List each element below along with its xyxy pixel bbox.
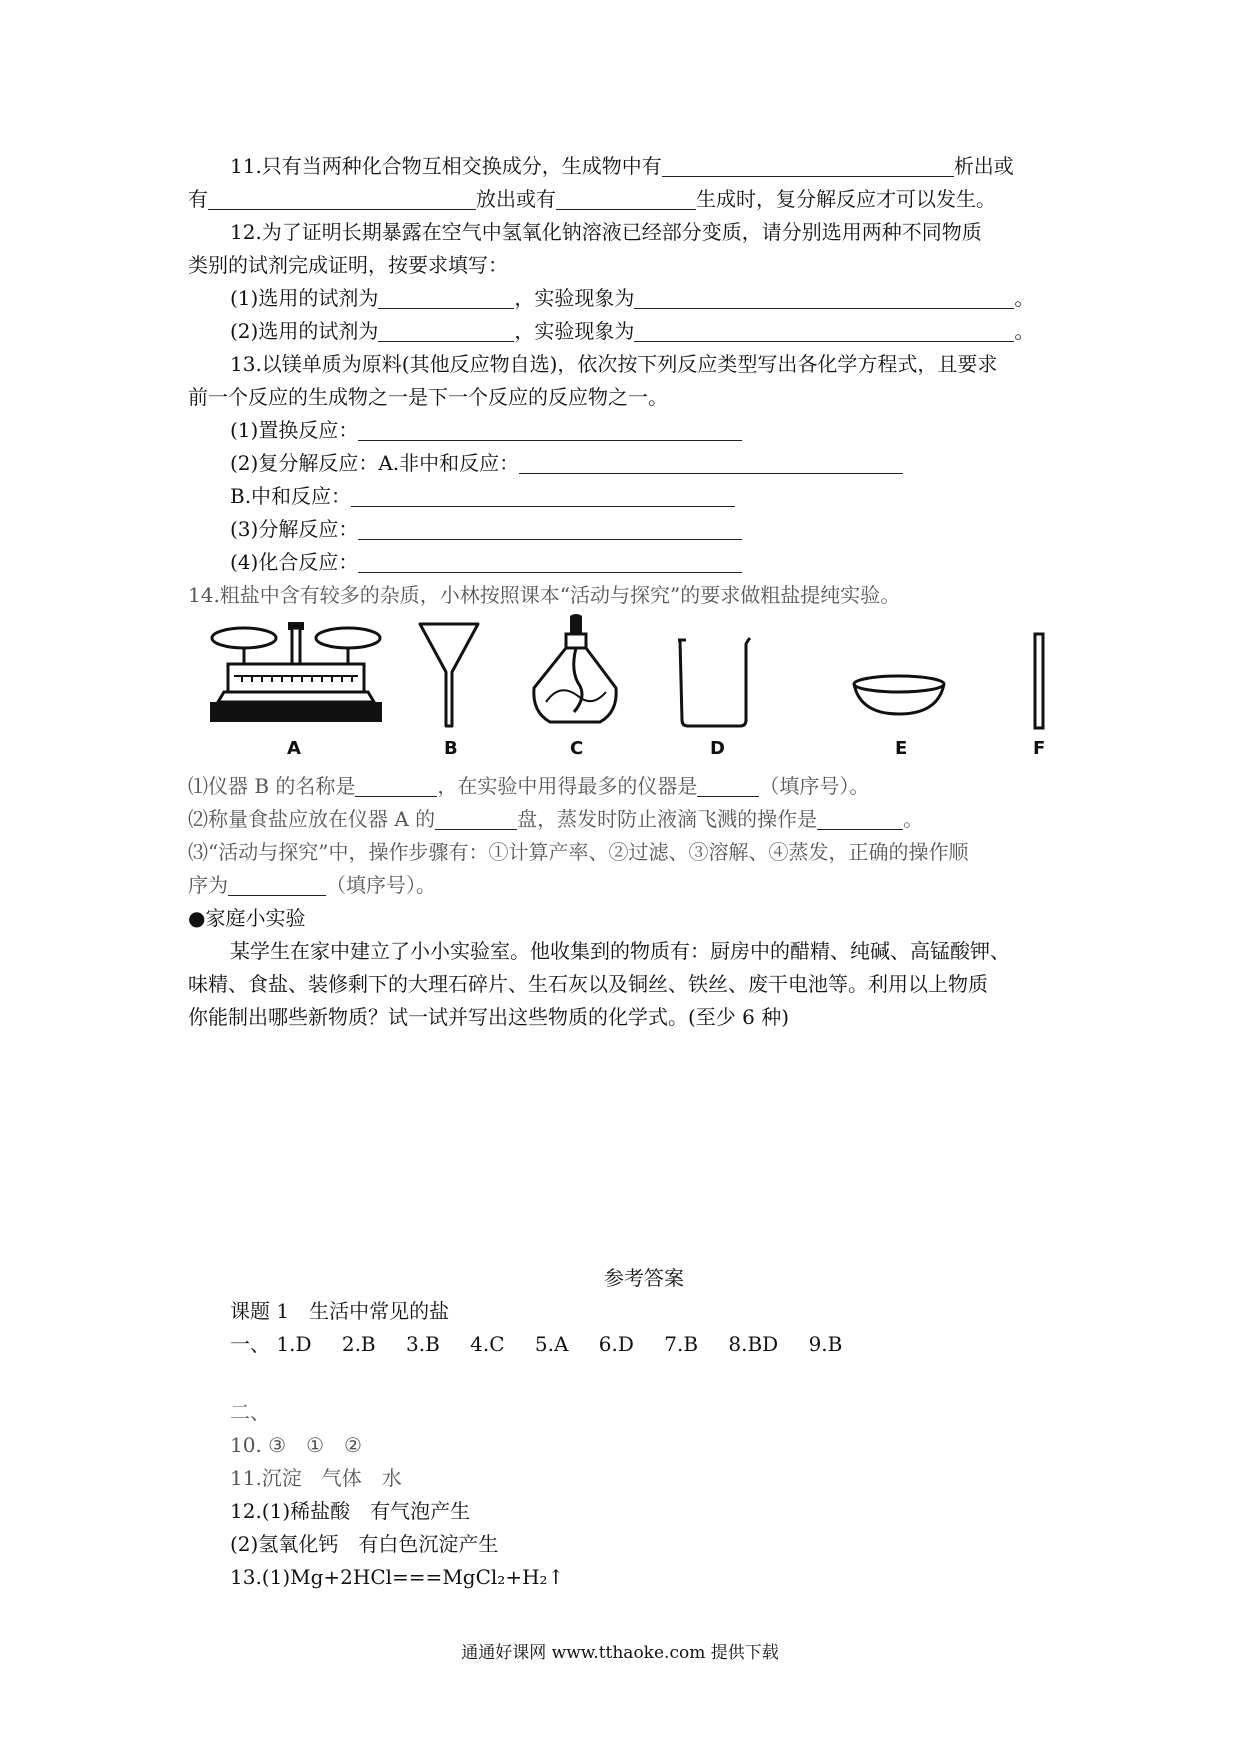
q12-part1: (1)选用的试剂为 ，实验现象为 。 [230,286,1035,310]
answer-11: 11.沉淀 气体 水 [230,1466,402,1490]
q14-part1: ⑴仪器 B 的名称是 ，在实验中用得最多的仪器是 （填序号）。 [188,774,870,798]
q11-line2: 有 放出或有 生成时，复分解反应才可以发生。 [188,187,996,211]
alcohol-lamp-icon [530,612,620,728]
answer-12-2: (2)氢氧化钙 有白色沉淀产生 [230,1532,499,1556]
answer-blank[interactable] [662,154,954,177]
home-line1: 某学生在家中建立了小小实验室。他收集到的物质有：厨房中的醋精、纯碱、高锰酸钾、 [230,939,1010,963]
answer-10: 10. ③ ① ② [230,1433,362,1457]
evaporating-dish-icon [850,672,948,720]
home-line2: 味精、食盐、装修剩下的大理石碎片、生石灰以及铜丝、铁丝、废干电池等。利用以上物质 [188,972,988,996]
answer-blank[interactable] [556,187,696,210]
answer-blank[interactable] [358,550,742,573]
q12-line2: 类别的试剂完成证明，按要求填写： [188,253,508,277]
answers-title: 参考答案 [604,1266,684,1290]
answer-blank[interactable] [697,774,759,797]
apparatus-label-b: B [444,738,458,759]
answers-mcq: 一、 1.D 2.B 3.B 4.C 5.A 6.D 7.B 8.BD 9.B [230,1332,843,1356]
q12-part2: (2)选用的试剂为 ，实验现象为 。 [230,319,1035,343]
q13-decomposition: (3)分解反应： [230,515,742,543]
answer-blank[interactable] [228,873,326,896]
apparatus-label-a: A [287,738,301,759]
q13-combination: (4)化合反应： [230,548,742,576]
home-line3: 你能制出哪些新物质？试一试并写出这些物质的化学式。(至少 6 种) [188,1005,790,1029]
answer-blank[interactable] [358,418,742,441]
footer-credit: 通通好课网 www.tthaoke.com 提供下载 [461,1643,779,1663]
q14-intro: 14.粗盐中含有较多的杂质，小林按照课本“活动与探究”的要求做粗盐提纯实验。 [188,583,901,607]
apparatus-label-f: F [1033,738,1046,759]
answer-blank[interactable] [358,517,742,540]
q13-neutralization: B.中和反应： [230,482,735,510]
answer-blank[interactable] [435,807,517,830]
answer-blank[interactable] [378,319,514,342]
answer-blank[interactable] [351,484,735,507]
answer-blank[interactable] [634,319,1014,342]
balance-icon [208,618,384,730]
apparatus-label-d: D [710,738,725,759]
q12-line1: 12.为了证明长期暴露在空气中氢氧化钠溶液已经部分变质，请分别选用两种不同物质 [230,220,982,244]
beaker-icon [676,636,752,728]
apparatus-label-c: C [570,738,584,759]
q14-part3-line2: 序为 （填序号）。 [188,873,436,897]
funnel-icon [418,620,480,728]
home-experiment-heading: ●家庭小实验 [188,906,306,930]
apparatus-label-e: E [895,738,908,759]
q13-substitution: (1)置换反应： [230,416,742,444]
answer-blank[interactable] [208,187,476,210]
answer-blank[interactable] [817,807,903,830]
answer-blank[interactable] [519,451,903,474]
answer-13-1: 13.(1)Mg+2HCl===MgCl₂+H₂↑ [230,1565,565,1589]
q14-part3-line1: ⑶“活动与探究”中，操作步骤有：①计算产率、②过滤、③溶解、④蒸发，正确的操作顺 [188,840,969,864]
answers-section2: 二、 [230,1400,270,1424]
answer-blank[interactable] [355,774,437,797]
answer-blank[interactable] [634,286,1014,309]
q14-part2: ⑵称量食盐应放在仪器 A 的 盘，蒸发时防止液滴飞溅的操作是 。 [188,807,924,831]
q11-line1: 11.只有当两种化合物互相交换成分，生成物中有 析出或 [230,154,1014,178]
glass-rod-icon [1032,632,1046,730]
answers-lesson: 课题 1 生活中常见的盐 [230,1299,450,1323]
answer-12-1: 12.(1)稀盐酸 有气泡产生 [230,1499,471,1523]
q13-line2: 前一个反应的生成物之一是下一个反应的反应物之一。 [188,385,668,409]
q13-double-decomp: (2)复分解反应：A.非中和反应： [230,449,903,477]
answer-blank[interactable] [378,286,514,309]
q13-line1: 13.以镁单质为原料(其他反应物自选)，依次按下列反应类型写出各化学方程式，且要求 [230,352,998,376]
